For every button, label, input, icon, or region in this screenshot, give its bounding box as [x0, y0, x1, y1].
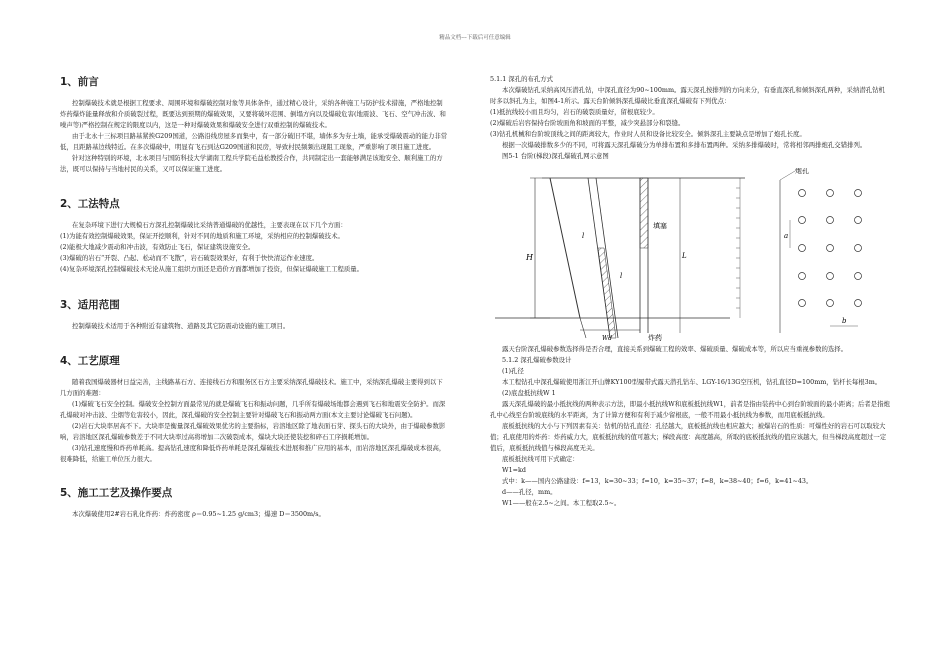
list-item: (2)爆破后岩容保持台阶坡面角和坡面的平整，减少突悬部分和裂缝。 — [490, 119, 685, 127]
left-column — [60, 74, 448, 520]
charge-column — [598, 248, 616, 338]
hole-pattern — [799, 190, 862, 307]
stemming — [640, 178, 648, 248]
blasting-diagram — [490, 168, 890, 344]
section-5-title: 5、施工工艺及操作要点 — [60, 487, 173, 499]
s3-paragraph: 控制爆破技术适用于各种附近有建筑物、道路及其它防震动设施的施工项目。 — [72, 322, 290, 330]
section-2-title: 2、工法特点 — [60, 198, 120, 210]
s2-paragraph: 在复杂环境下进行大规模石方深孔控制爆破比采纳普通爆破的优越性，主要表现在以下几个方面： — [72, 221, 347, 229]
paragraph: d——孔径，mm。 — [502, 488, 557, 496]
label-hole: 炮孔 — [795, 168, 809, 175]
blasting-diagram-svg — [490, 168, 890, 344]
label-L: L — [682, 252, 687, 260]
param-title: (2)底盘抵抗线W 1 — [502, 389, 556, 397]
s5-paragraph: 本次爆破使用2#岩石乳化炸药：炸药密度 ρ＝0.95~1.25 g/cm3；爆速 D＝3500m/s。 — [72, 510, 325, 518]
section-3-title: 3、适用范围 — [60, 299, 120, 311]
s4-paragraph: 随着我国爆破器材日益完善，主线路基石方、连接线石方和服务区石方主要采纳深孔爆破技术。施工中，采纳深孔爆破主要得到以下几方面的难题： — [60, 378, 443, 397]
slope-face — [550, 178, 580, 318]
s4-paragraph: (3)钻孔速度慢和炸药单耗高。提高钻孔速度和降低炸药单耗是深孔爆破技术进展和推广应用的基本，而岩溶地区深孔爆破成本很高，很难降低，给施工单位压力很大。 — [60, 444, 446, 463]
list-item: (1)抵抗线较小而且均匀，岩石的破裂质量好，留根底较少。 — [490, 108, 659, 116]
s2-item: (2)能极大地减少震动和冲击波，有效防止飞石，保证建筑设施安全。 — [60, 243, 255, 251]
label-charge: 炸药 — [648, 334, 662, 342]
paragraph: 本工程钻孔中深孔爆破使用浙江开山牌KY100型履带式露天潜孔钻车、LGY-16/13G空压机，钻孔直径D=100mm，钻杆长每根3m。 — [502, 378, 882, 386]
right-column — [490, 74, 890, 509]
ruler-ticks — [736, 178, 740, 318]
paragraph: 底板抵抗线的大小与下列因素有关：钻机的钻孔直径：孔径越大，底板抵抗线也相应越大；被爆岩石的性质：可爆性好的岩石可以取较大值；孔底使用的炸药：炸药威力大，底板抵抗线的值可越大；梯段高度：高度越高，所取的底板抵抗线的值应该越大，但当梯段高度超过一定值后，底板抵抗线值与梯段高度无关。 — [490, 422, 887, 452]
s2-item: (1)为能有效控制爆破效果，保证开挖顺利，针对不同的地质和施工环境，采纳相应的控制爆破技术。 — [60, 232, 344, 240]
label-l: l — [620, 272, 623, 280]
s1-paragraph: 由于北永十三标项目路基紧挨G209国道，公路沿线房屋多而集中，有一部分破旧不堪，墙体多为夯土墙，能承受爆破震动的能力非常低，且距路基边线特近。在多次爆破中，明显有飞石到达G209国道和民房，导致村民频频出现阻工现象，严重影响了项目施工进度。 — [60, 132, 448, 151]
formula: W1=kd — [502, 466, 526, 474]
s2-item: (3)爆破的岩石“开裂、凸起、松动而不飞散”，岩石破裂效果好，有利于快快清运作业速度。 — [60, 254, 319, 262]
s1-paragraph: 控制爆破技术就是根据工程要求、周围环境和爆破控制对象等具体条件，通过精心设计，采纳各种施工与防护技术措施，严格地控制炸药爆炸能量释放和介质破裂过程，既要达到预期的爆破效果，又要将破坏范围、倒塌方向以及爆破危害(地震波、飞石、空气冲击波、和噪声等)严格控制在规定的限度以内，这是一种对爆破效果和爆破安全进行双重控制的爆破技术。 — [60, 99, 446, 129]
subsection-5-1-2: 5.1.2 深孔爆破参数设计 — [502, 356, 572, 364]
s1-paragraph: 针对这种特别的环境，北永项目与国防科技大学湖南工程兵学院毛益松教授合作，共同制定出一套能够满足该地安全、顺利施工的方法，既可以保持与当地村民的关系，又可以保证施工进度。 — [60, 154, 443, 173]
param-title: (1)孔径 — [502, 367, 524, 375]
label-a: a — [784, 232, 789, 240]
paragraph: 式中：k——国内公路建设：f=13，k=30~33；f=10，k=35~37；f=8，k=38~40；f=6，k=41~43。 — [502, 477, 813, 485]
figure-caption: 图5-1 台阶(梯段)深孔爆破孔网示意图 — [502, 152, 609, 160]
s4-paragraph: (2)岩石大块率居高不下。大块率是衡量深孔爆破效果优劣的主要指标，岩溶地区除了地表面石芽、探头石的大块外，由于爆破参数影响，岩溶地区深孔爆破参数差于不同大块率过高将增加二次破裂成本，爆块大块还使装挖和碎石工序损耗增加。 — [60, 422, 446, 441]
subsection-5-1-1: 5.1.1 深孔的布孔方式 — [490, 75, 554, 83]
label-b: b — [842, 317, 847, 325]
label-stemming: 填塞 — [653, 222, 667, 230]
paragraph: 露天台阶深孔爆破参数选择得是否合理，直接关系到爆破工程的效率、爆破质量、爆破成本等，所以应当重视参数的选择。 — [502, 345, 848, 353]
page-header: 精品文档---下载后可任意编辑 — [439, 35, 511, 41]
paragraph: W1——般在2.5~之间。本工程取2.5~。 — [502, 499, 621, 507]
label-h: H — [526, 253, 533, 262]
label-lsub: l — [582, 232, 585, 240]
paragraph: 根据一次爆破排数多少的不同，可将露天深孔爆破分为单排布置和多排布置两种。采纳多排爆破时，常将相邻两排炮孔交错排列。 — [502, 141, 867, 149]
label-wd: Wd — [602, 335, 613, 342]
paragraph: 底板抵抗线可用下式确定： — [502, 455, 579, 463]
s2-item: (4)复杂环境深孔控制爆破技术无论从施工组织方面还是造价方面都增加了投资，但保证爆破施工工程质量。 — [60, 265, 364, 273]
paragraph: 露天深孔爆破的最小抵抗线的两种表示方法，即最小抵抗线W和底板抵抗线W1，前者是指由装药中心到台阶坡面的最小距离；后者是指炮孔中心线至台阶坡底线的水平距离，为了计算方便和有利于减少留根底，一般不用最小抵抗线为参数，而用底板抵抗线。 — [490, 400, 890, 419]
section-4-title: 4、工艺原理 — [60, 355, 120, 367]
list-item: (3)钻孔机械和台阶坡顶线之间的距离较大，作业时人员和设备比较安全。倾斜深孔主要缺点是增加了炮孔长度。 — [490, 130, 806, 138]
section-1-title: 1、前言 — [60, 76, 99, 88]
paragraph: 本次爆破钻孔采纳高风压潜孔钻，中深孔直径为90~100mm。露天深孔按排列的方向来分，有垂直深孔和倾斜深孔两种，采纳潜孔钻机时多以斜孔为主，如图4-1所示。露天台阶倾斜深孔爆破比垂直深孔爆破有下列优点： — [490, 86, 885, 105]
s4-paragraph: (1)爆破飞石安全控制。爆破安全控制方面最常见的就是爆破飞石和振动问题，几乎所有爆破场地都会遇到飞石和地震安全防护。而深孔爆破对冲击波、尘烟等危害较小，因此，深孔爆破的安全控制主要针对爆破飞石和振动两方面(本文主要讨论爆破飞石问题)。 — [60, 400, 446, 419]
